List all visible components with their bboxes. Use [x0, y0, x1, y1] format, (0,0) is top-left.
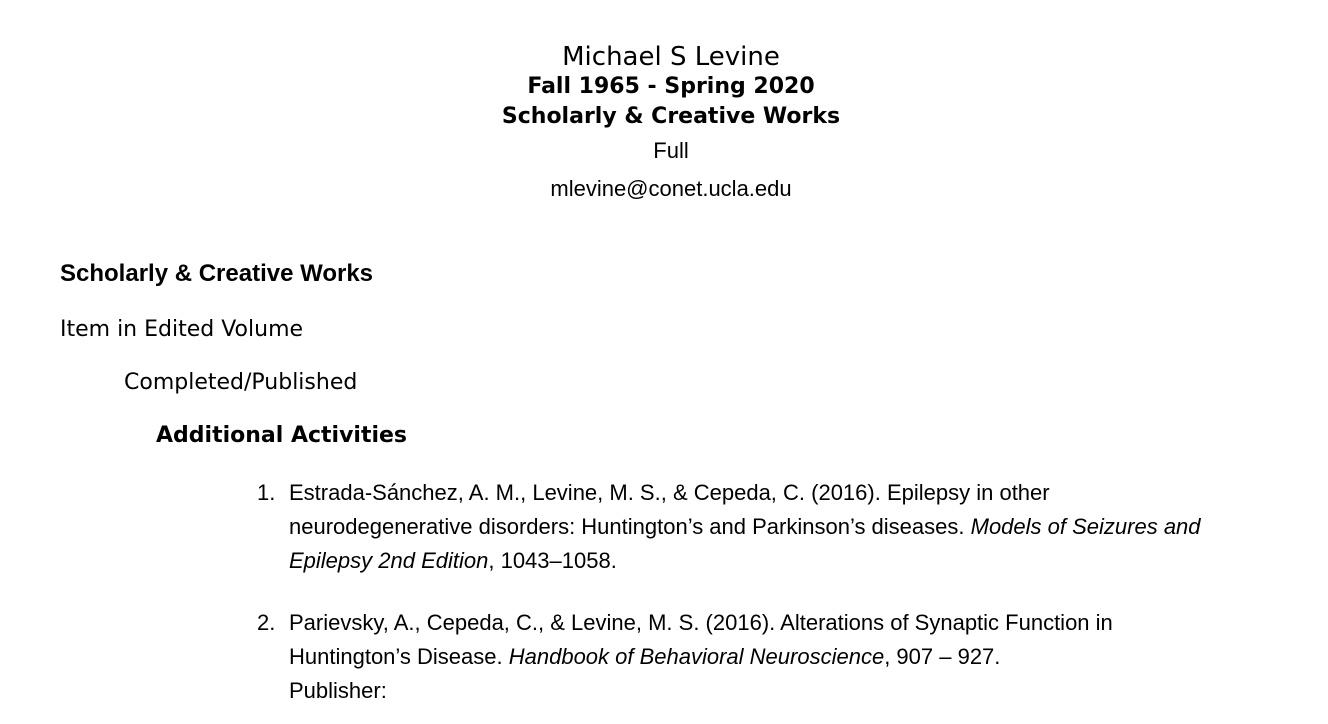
- report-section-title: Scholarly & Creative Works: [501, 104, 841, 129]
- section-heading: Scholarly & Creative Works: [60, 260, 374, 287]
- citation-line: Estrada-Sánchez, A. M., Levine, M. S., & Cepeda, C. (2016). Epilepsy in other: [289, 480, 1050, 505]
- report-type: Full: [653, 138, 689, 163]
- citation-line: Parievsky, A., Cepeda, C., & Levine, M. S. (2016). Alterations of Synaptic Function in: [289, 610, 1113, 635]
- faculty-name: Michael S Levine: [562, 42, 780, 72]
- citation-number: 2.: [257, 610, 276, 635]
- citation-pages: , 907 – 927.: [884, 644, 1001, 669]
- citation-line: Huntington’s Disease.: [289, 644, 509, 669]
- subsection-heading: Item in Edited Volume: [60, 317, 304, 342]
- citation-source: Models of Seizures and: [970, 514, 1201, 539]
- citation-text: [289, 606, 1279, 708]
- citation-publisher: Publisher:: [289, 678, 387, 703]
- citation-line: neurodegenerative disorders: Huntington’s and Parkinson’s diseases.: [289, 514, 971, 539]
- citation-text: [289, 476, 1279, 578]
- citation-number: 1.: [257, 480, 276, 505]
- status-heading: Completed/Published: [124, 370, 358, 395]
- citation-source: Handbook of Behavioral Neuroscience: [508, 644, 885, 669]
- faculty-email: mlevine@conet.ucla.edu: [550, 176, 792, 201]
- citation-source: Epilepsy 2nd Edition: [289, 548, 489, 573]
- activity-heading: Additional Activities: [156, 423, 408, 448]
- citation-pages: , 1043–1058.: [488, 548, 617, 573]
- date-range: Fall 1965 - Spring 2020: [527, 74, 815, 99]
